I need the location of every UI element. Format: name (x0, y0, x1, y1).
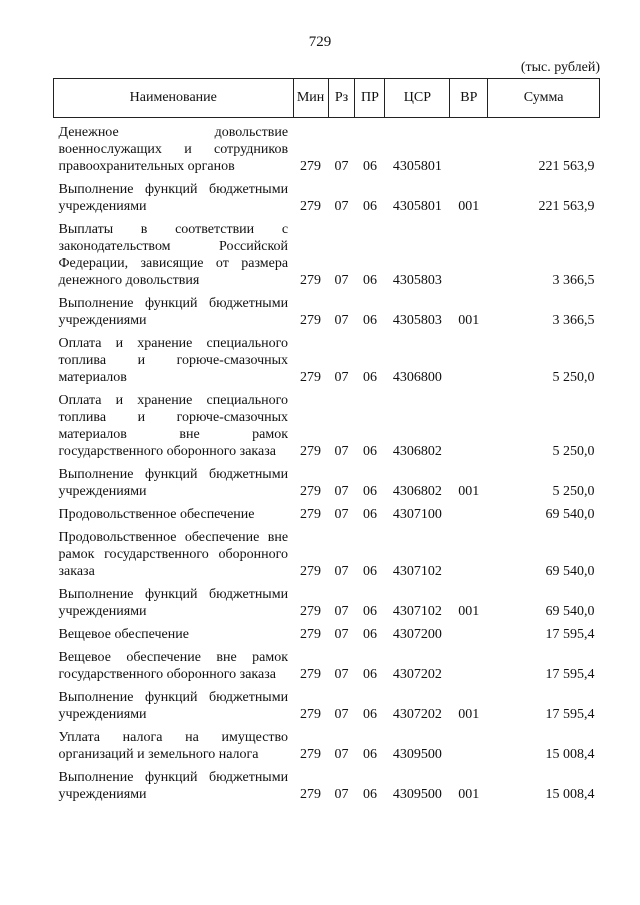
row-sum: 17 595,4 (545, 667, 595, 682)
row-sum: 69 540,0 (545, 564, 595, 579)
row-rz: 07 (334, 507, 349, 522)
page-number: 729 (308, 34, 332, 50)
row-vr (450, 335, 488, 386)
row-pr: 06 (362, 707, 377, 722)
row-csr: 4307100 (392, 507, 442, 522)
row-sum: 15 008,4 (545, 787, 595, 802)
row-min: 279 (300, 159, 322, 174)
table-row (54, 124, 600, 175)
row-vr (450, 729, 488, 763)
row-min: 279 (300, 564, 322, 579)
row-sum: 69 540,0 (545, 604, 595, 619)
row-min: 279 (300, 667, 322, 682)
row-min: 279 (300, 747, 322, 762)
row-sum: 17 595,4 (545, 627, 595, 642)
row-rz: 07 (334, 787, 349, 802)
row-vr: 001 (458, 199, 480, 214)
row-name: Выполнение функций бюджетными учреждениями (58, 587, 289, 619)
row-vr: 001 (458, 484, 480, 499)
row-name: Продовольственное обеспечение (58, 507, 255, 522)
row-vr (450, 649, 488, 683)
row-min: 279 (300, 707, 322, 722)
table-row (54, 221, 600, 289)
table-row (54, 295, 600, 329)
row-min: 279 (300, 313, 322, 328)
row-pr: 06 (362, 507, 377, 522)
row-min: 279 (300, 484, 322, 499)
row-rz: 07 (334, 707, 349, 722)
row-min: 279 (300, 627, 322, 642)
units-label: (тыс. рублей) (520, 60, 600, 75)
row-rz: 07 (334, 370, 349, 385)
table-row (54, 626, 600, 643)
row-rz: 07 (334, 564, 349, 579)
table-header-row (54, 79, 600, 118)
row-name: Выполнение функций бюджетными учреждениями (58, 296, 289, 328)
row-csr: 4306800 (392, 370, 442, 385)
row-pr: 06 (362, 564, 377, 579)
row-sum: 5 250,0 (552, 370, 595, 385)
row-sum: 221 563,9 (538, 199, 595, 214)
row-min: 279 (300, 444, 322, 459)
row-vr: 001 (458, 787, 480, 802)
row-name: Вещевое обеспечение вне рамок государственного оборонного заказа (58, 650, 289, 682)
row-min: 279 (300, 787, 322, 802)
table-row (54, 689, 600, 723)
row-csr: 4307102 (392, 564, 442, 579)
row-pr: 06 (362, 313, 377, 328)
row-rz: 07 (334, 667, 349, 682)
table-row (54, 506, 600, 523)
row-name: Продовольственное обеспечение вне рамок государственного оборонного заказа (58, 530, 289, 579)
row-vr (450, 392, 488, 460)
row-name: Выполнение функций бюджетными учреждениями (58, 182, 289, 214)
row-csr: 4305803 (392, 313, 442, 328)
header-vr: ВР (450, 79, 488, 118)
row-min: 279 (300, 370, 322, 385)
row-vr (450, 529, 488, 580)
row-rz: 07 (334, 199, 349, 214)
header-min: Мин (293, 79, 328, 118)
row-name: Оплата и хранение специального топлива и горюче-смазочных материалов вне рамок государственного оборонного заказа (58, 393, 289, 459)
row-pr: 06 (362, 667, 377, 682)
row-vr (450, 124, 488, 175)
row-pr: 06 (362, 747, 377, 762)
row-sum: 15 008,4 (545, 747, 595, 762)
row-name: Вещевое обеспечение (58, 627, 189, 642)
header-pr: ПР (355, 79, 385, 118)
row-vr (450, 221, 488, 289)
row-name: Выполнение функций бюджетными учреждениями (58, 467, 289, 499)
row-name: Выполнение функций бюджетными учреждениями (58, 770, 289, 802)
row-name: Уплата налога на имущество организаций и земельного налога (58, 730, 289, 762)
row-csr: 4307202 (392, 667, 442, 682)
row-csr: 4309500 (392, 787, 442, 802)
row-csr: 4307200 (392, 627, 442, 642)
row-csr: 4305803 (392, 273, 442, 288)
table-row (54, 466, 600, 500)
budget-table (53, 78, 600, 809)
table-row (54, 729, 600, 763)
row-name: Денежное довольствие военнослужащих и сотрудников правоохранительных органов (58, 125, 289, 174)
header-sum: Сумма (488, 79, 600, 118)
row-csr: 4305801 (392, 199, 442, 214)
row-pr: 06 (362, 604, 377, 619)
table-row (54, 769, 600, 803)
row-sum: 3 366,5 (552, 273, 595, 288)
table-body (54, 118, 600, 810)
row-sum: 221 563,9 (538, 159, 595, 174)
table-row (54, 586, 600, 620)
table-row (54, 649, 600, 683)
table-row (54, 335, 600, 386)
row-rz: 07 (334, 627, 349, 642)
row-pr: 06 (362, 159, 377, 174)
header-name: Наименование (54, 79, 294, 118)
row-rz: 07 (334, 313, 349, 328)
row-csr: 4305801 (392, 159, 442, 174)
row-min: 279 (300, 507, 322, 522)
row-vr (450, 506, 488, 523)
row-pr: 06 (362, 199, 377, 214)
row-min: 279 (300, 273, 322, 288)
row-rz: 07 (334, 484, 349, 499)
row-vr: 001 (458, 313, 480, 328)
row-rz: 07 (334, 273, 349, 288)
header-csr: ЦСР (385, 79, 450, 118)
row-pr: 06 (362, 787, 377, 802)
row-min: 279 (300, 604, 322, 619)
row-vr: 001 (458, 604, 480, 619)
row-csr: 4306802 (392, 484, 442, 499)
row-rz: 07 (334, 747, 349, 762)
row-sum: 5 250,0 (552, 444, 595, 459)
table-row (54, 181, 600, 215)
row-csr: 4307102 (392, 604, 442, 619)
row-sum: 5 250,0 (552, 484, 595, 499)
row-csr: 4307202 (392, 707, 442, 722)
row-pr: 06 (362, 444, 377, 459)
row-sum: 69 540,0 (545, 507, 595, 522)
row-min: 279 (300, 199, 322, 214)
row-sum: 3 366,5 (552, 313, 595, 328)
row-name: Выполнение функций бюджетными учреждениями (58, 690, 289, 722)
row-rz: 07 (334, 159, 349, 174)
row-name: Выплаты в соответствии с законодательством Российской Федерации, зависящие от размера денежного довольствия (58, 222, 289, 288)
row-pr: 06 (362, 273, 377, 288)
header-rz: Рз (328, 79, 355, 118)
row-pr: 06 (362, 370, 377, 385)
row-name: Оплата и хранение специального топлива и горюче-смазочных материалов (58, 336, 289, 385)
row-rz: 07 (334, 444, 349, 459)
table-row (54, 392, 600, 460)
table-row (54, 529, 600, 580)
row-sum: 17 595,4 (545, 707, 595, 722)
row-csr: 4306802 (392, 444, 442, 459)
row-vr: 001 (458, 707, 480, 722)
row-vr (450, 626, 488, 643)
row-pr: 06 (362, 484, 377, 499)
row-csr: 4309500 (392, 747, 442, 762)
row-rz: 07 (334, 604, 349, 619)
row-pr: 06 (362, 627, 377, 642)
